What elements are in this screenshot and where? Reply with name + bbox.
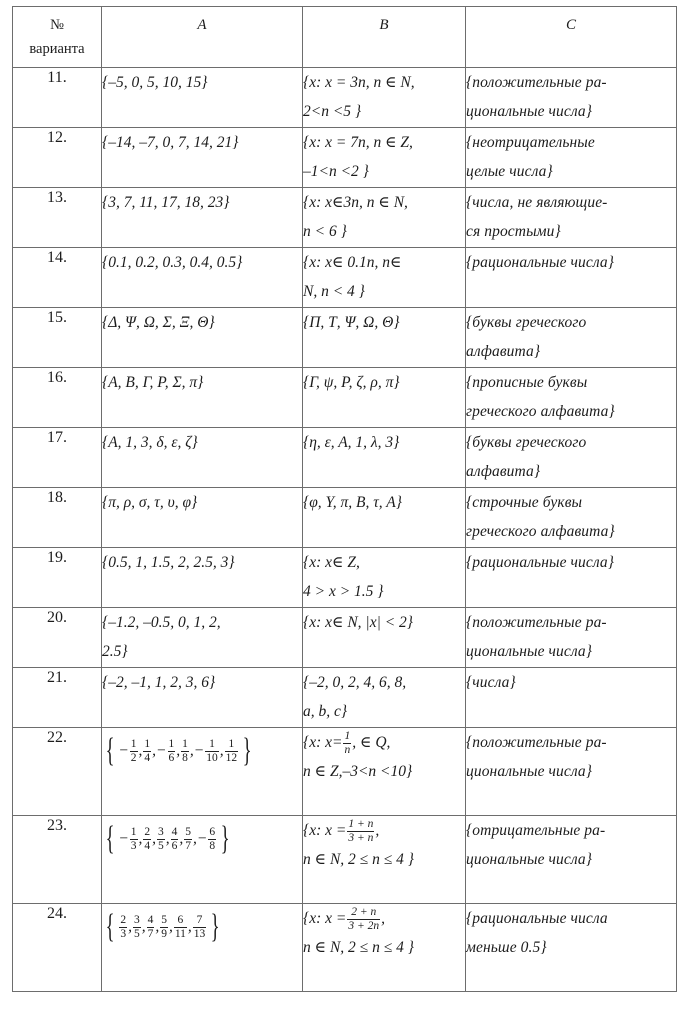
set-a: {Α, 1, 3, δ, ε, ζ}: [102, 428, 303, 488]
comma-separator: ,: [219, 742, 224, 759]
set-a: {–14, –7, 0, 7, 14, 21}: [102, 128, 303, 188]
set-c: {буквы греческого алфавита}: [466, 428, 677, 488]
set-b: {x: x = 7n, n ∈ Z, –1<n <2 }: [303, 128, 466, 188]
denominator: 5: [158, 839, 164, 852]
table-row: [13, 128, 677, 188]
denominator: 5: [133, 927, 140, 940]
plain-rows: [13, 68, 677, 728]
fraction-term: [130, 738, 138, 765]
denominator: 3 + 2n: [348, 919, 380, 932]
fraction-term: [119, 914, 127, 941]
variant-number: 24.: [13, 904, 102, 992]
set-c: {рациональные числа}: [466, 548, 677, 608]
set-a: [102, 816, 303, 904]
set-a: {–1.2, –0.5, 0, 1, 2, 2.5}: [102, 608, 303, 668]
minus-sign: −: [196, 830, 208, 847]
set-a: {0.5, 1, 1.5, 2, 2.5, 3}: [102, 548, 303, 608]
comma-separator: ,: [141, 918, 146, 935]
minus-sign: −: [118, 830, 129, 847]
header-variant-number: [13, 7, 102, 68]
set-a-formula: [102, 816, 302, 858]
fraction-term: [143, 826, 151, 853]
variant-number: 15.: [13, 308, 102, 368]
fraction-term: [133, 914, 141, 941]
variant-number: 16.: [13, 368, 102, 428]
set-b: {η, ε, Α, 1, λ, 3}: [303, 428, 466, 488]
denominator: 3 + n: [348, 831, 374, 844]
set-b-line2: n ∈ N, 2 ≤ n ≤ 4 }: [303, 851, 414, 868]
numerator: 4: [171, 825, 178, 838]
denominator: 8: [182, 751, 188, 764]
numerator: 6: [209, 825, 216, 838]
set-b: [303, 728, 466, 816]
table-row: [13, 816, 677, 904]
variant-number: 12.: [13, 128, 102, 188]
comma-separator: ,: [193, 830, 197, 847]
comma-separator: ,: [179, 830, 184, 847]
fraction-term: [160, 914, 168, 941]
denominator: 4: [144, 839, 151, 852]
set-c: {прописные буквы греческого алфавита}: [466, 368, 677, 428]
denominator: 7: [147, 927, 154, 940]
minus-sign: −: [118, 742, 129, 759]
right-brace-symbol: }: [242, 732, 252, 770]
numerator: 2: [120, 913, 127, 926]
table-row: [13, 68, 677, 128]
denominator: 4: [144, 751, 151, 764]
variant-number: 14.: [13, 248, 102, 308]
set-b-line1: [303, 816, 465, 845]
fraction-term: [143, 738, 151, 765]
fraction-rows: [13, 728, 677, 992]
right-brace-symbol: }: [220, 820, 230, 858]
set-a-formula: [102, 728, 302, 770]
set-c: {отрицательные ра- циональные числа}: [466, 816, 677, 904]
comma-separator: ,: [168, 918, 173, 935]
denominator: 10: [206, 751, 218, 764]
variant-number: 13.: [13, 188, 102, 248]
set-c: {рациональные числа}: [466, 248, 677, 308]
set-b-prefix: {x: x =: [303, 910, 347, 927]
fraction-term: [181, 738, 189, 765]
set-a: {3, 7, 11, 17, 18, 23}: [102, 188, 303, 248]
set-c: {числа, не являющие- ся простыми}: [466, 188, 677, 248]
denominator: 12: [225, 751, 238, 764]
variant-number: 17.: [13, 428, 102, 488]
set-b: {Π, Τ, Ψ, Ω, Θ}: [303, 308, 466, 368]
set-b-line1: [303, 904, 465, 933]
set-b-suffix: ,: [381, 910, 385, 927]
table-row: [13, 188, 677, 248]
denominator: 8: [209, 839, 216, 852]
numerator: 4: [147, 913, 154, 926]
numerator: 3: [133, 913, 140, 926]
fraction-term: [205, 738, 219, 765]
comma-separator: ,: [187, 918, 192, 935]
set-b: {x: x∈ Z, 4 > x > 1.5 }: [303, 548, 466, 608]
fraction-term: [193, 914, 207, 941]
comma-separator: ,: [152, 742, 157, 759]
set-c: {строчные буквы греческого алфавита}: [466, 488, 677, 548]
set-c: {положительные ра- циональные числа}: [466, 68, 677, 128]
fraction-term: [225, 738, 239, 765]
denominator: 7: [185, 839, 192, 852]
fraction-term: [168, 738, 176, 765]
set-b: {x: x = 3n, n ∈ N, 2<n <5 }: [303, 68, 466, 128]
set-c: {числа}: [466, 668, 677, 728]
numerator: 3: [158, 825, 164, 838]
set-c: {буквы греческого алфавита}: [466, 308, 677, 368]
table-row: [13, 368, 677, 428]
denominator: 11: [174, 927, 186, 940]
denominator: 9: [161, 927, 167, 940]
variant-number: 19.: [13, 548, 102, 608]
set-b-prefix: {x: x =: [303, 822, 347, 839]
table-row: [13, 668, 677, 728]
set-b: {Γ, ψ, Ρ, ζ, ρ, π}: [303, 368, 466, 428]
set-b-line2: n ∈ N, 2 ≤ n ≤ 4 }: [303, 939, 414, 956]
table-header-row: [13, 7, 677, 68]
fraction-term: [147, 914, 155, 941]
numerator: 1: [144, 737, 151, 750]
set-b-suffix: , ∈ Q,: [352, 734, 391, 751]
fraction-term: [184, 826, 192, 853]
set-b: [303, 904, 466, 992]
set-b-fraction: [343, 730, 351, 757]
comma-separator: ,: [165, 830, 170, 847]
set-a: {Δ, Ψ, Ω, Σ, Ξ, Θ}: [102, 308, 303, 368]
table-row: [13, 488, 677, 548]
variant-number: 21.: [13, 668, 102, 728]
set-b-line2: n ∈ Z,–3<n <10}: [303, 763, 413, 780]
comma-separator: ,: [138, 830, 143, 847]
set-c: {неотрицательные целые числа}: [466, 128, 677, 188]
set-a-formula: [102, 904, 302, 946]
set-b: {x: x∈ 0.1n, n∈ N, n < 4 }: [303, 248, 466, 308]
numerator: 5: [161, 913, 167, 926]
comma-separator: ,: [138, 742, 143, 759]
set-b-suffix: ,: [375, 822, 380, 839]
numerator: 1: [182, 737, 188, 750]
numerator: 1 + n: [348, 817, 374, 830]
set-b-fraction: [347, 906, 380, 933]
variant-number: 23.: [13, 816, 102, 904]
denominator: 6: [168, 751, 175, 764]
variants-table: [12, 6, 677, 992]
fraction-term: [174, 914, 187, 941]
set-b: {φ, Υ, π, Β, τ, Α}: [303, 488, 466, 548]
header-column-b: B: [303, 7, 466, 68]
fraction-term: [157, 826, 165, 853]
minus-sign: −: [193, 742, 205, 759]
denominator: 3: [120, 927, 127, 940]
denominator: 13: [193, 927, 206, 940]
table-row: [13, 608, 677, 668]
numerator: 1: [130, 825, 137, 838]
numerator: 5: [185, 825, 192, 838]
table-row: [13, 428, 677, 488]
numerator: 2 + n: [347, 906, 380, 920]
set-a: {π, ρ, σ, τ, υ, φ}: [102, 488, 303, 548]
set-c: {положительные ра- циональные числа}: [466, 728, 677, 816]
table-row: [13, 548, 677, 608]
fraction-term: [171, 826, 179, 853]
set-c: {положительные ра- циональные числа}: [466, 608, 677, 668]
fraction-term: [208, 826, 216, 853]
table-row: [13, 308, 677, 368]
set-a: {–5, 0, 5, 10, 15}: [102, 68, 303, 128]
set-a: {Α, Β, Γ, Ρ, Σ, π}: [102, 368, 303, 428]
denominator: 6: [171, 839, 178, 852]
header-variant-label: варианта: [29, 41, 85, 57]
set-b-prefix: {x: x=: [303, 734, 343, 751]
numerator: 1: [205, 738, 219, 752]
variant-number: 22.: [13, 728, 102, 816]
comma-separator: ,: [155, 918, 160, 935]
fraction-term: [130, 826, 138, 853]
numerator: 1: [130, 737, 137, 750]
numerator: 6: [174, 914, 187, 928]
comma-separator: ,: [176, 742, 181, 759]
denominator: 3: [130, 839, 137, 852]
denominator: n: [344, 743, 351, 756]
variant-number: 18.: [13, 488, 102, 548]
set-b: {–2, 0, 2, 4, 6, 8, a, b, c}: [303, 668, 466, 728]
set-a: {–2, –1, 1, 2, 3, 6}: [102, 668, 303, 728]
set-b: {x: x∈ N, |x| < 2}: [303, 608, 466, 668]
header-column-a: A: [102, 7, 303, 68]
numerator: 1: [225, 738, 239, 752]
right-brace-symbol: }: [210, 908, 220, 946]
numerator: 2: [144, 825, 151, 838]
set-b-fraction: [347, 818, 374, 845]
set-a: [102, 904, 303, 992]
comma-separator: ,: [152, 830, 157, 847]
numerator: 1: [168, 737, 175, 750]
comma-separator: ,: [128, 918, 132, 935]
numerator: 7: [193, 914, 207, 928]
minus-sign: −: [156, 742, 167, 759]
set-b: [303, 816, 466, 904]
left-brace-symbol: {: [105, 820, 115, 858]
set-a: {0.1, 0.2, 0.3, 0.4, 0.5}: [102, 248, 303, 308]
variant-number: 20.: [13, 608, 102, 668]
header-column-c: C: [466, 7, 677, 68]
left-brace-symbol: {: [105, 732, 115, 770]
variant-number: 11.: [13, 68, 102, 128]
header-num-sign: №: [50, 17, 64, 33]
set-c: {рациональные числа меньше 0.5}: [466, 904, 677, 992]
table-row: [13, 728, 677, 816]
set-b: {x: x∈3n, n ∈ N, n < 6 }: [303, 188, 466, 248]
numerator: 1: [344, 729, 351, 742]
set-b-line1: [303, 728, 465, 757]
denominator: 2: [130, 751, 137, 764]
set-a: [102, 728, 303, 816]
left-brace-symbol: {: [105, 908, 115, 946]
table-row: [13, 904, 677, 992]
table-row: [13, 248, 677, 308]
comma-separator: ,: [189, 742, 194, 759]
